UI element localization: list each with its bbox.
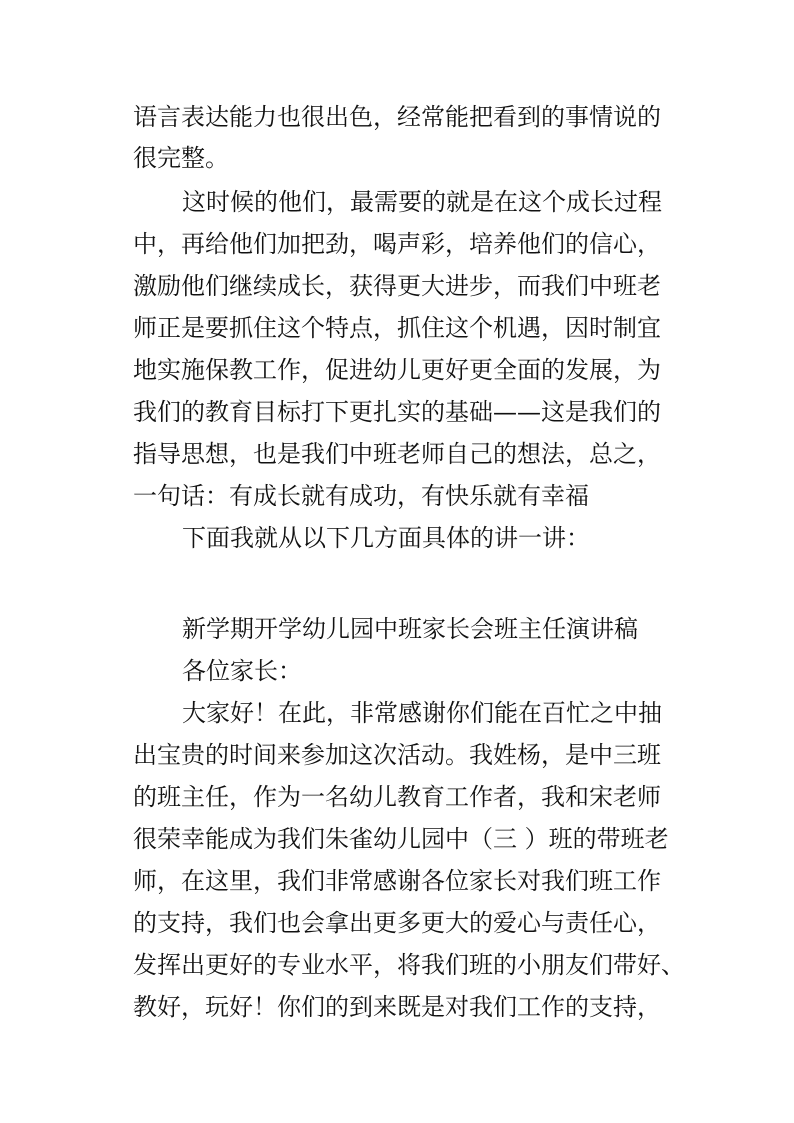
text-line: 的支持，我们也会拿出更多更大的爱心与责任心， — [133, 909, 661, 937]
text-line: 师，在这里，我们非常感谢各位家长对我们班工作 — [133, 867, 661, 895]
text-line: 发挥出更好的专业水平，将我们班的小朋友们带好、 — [133, 951, 685, 979]
text-line: 很荣幸能成为我们朱雀幼儿园中（三 ）班的带班老 — [133, 825, 669, 853]
text-line: 语言表达能力也很出色，经常能把看到的事情说的 — [133, 103, 661, 131]
text-line: 中，再给他们加把劲，喝声彩，培养他们的信心， — [133, 230, 661, 258]
text-line: 激励他们继续成长，获得更大进步，而我们中班老 — [133, 272, 661, 300]
text-line: 一句话：有成长就有成功，有快乐就有幸福 — [133, 482, 589, 510]
text-line: 我们的教育目标打下更扎实的基础——这是我们的 — [133, 398, 661, 426]
salutation: 各位家长： — [182, 657, 302, 685]
paragraph-start-line: 这时候的他们，最需要的就是在这个成长过程 — [182, 188, 662, 216]
paragraph-start-line: 大家好！在此，非常感谢你们能在百忙之中抽 — [182, 699, 662, 727]
text-line: 教好，玩好！你们的到来既是对我们工作的支持， — [133, 993, 661, 1021]
text-line: 的班主任，作为一名幼儿教育工作者，我和宋老师 — [133, 783, 661, 811]
text-line: 很完整。 — [133, 144, 229, 172]
text-line: 地实施保教工作，促进幼儿更好更全面的发展，为 — [133, 356, 661, 384]
text-line: 师正是要抓住这个特点，抓住这个机遇，因时制宜 — [133, 314, 661, 342]
paragraph-start-line: 下面我就从以下几方面具体的讲一讲： — [182, 524, 590, 552]
section-title: 新学期开学幼儿园中班家长会班主任演讲稿 — [182, 615, 638, 643]
text-line: 指导思想，也是我们中班老师自己的想法，总之， — [133, 440, 661, 468]
text-line: 出宝贵的时间来参加这次活动。我姓杨，是中三班 — [133, 741, 661, 769]
